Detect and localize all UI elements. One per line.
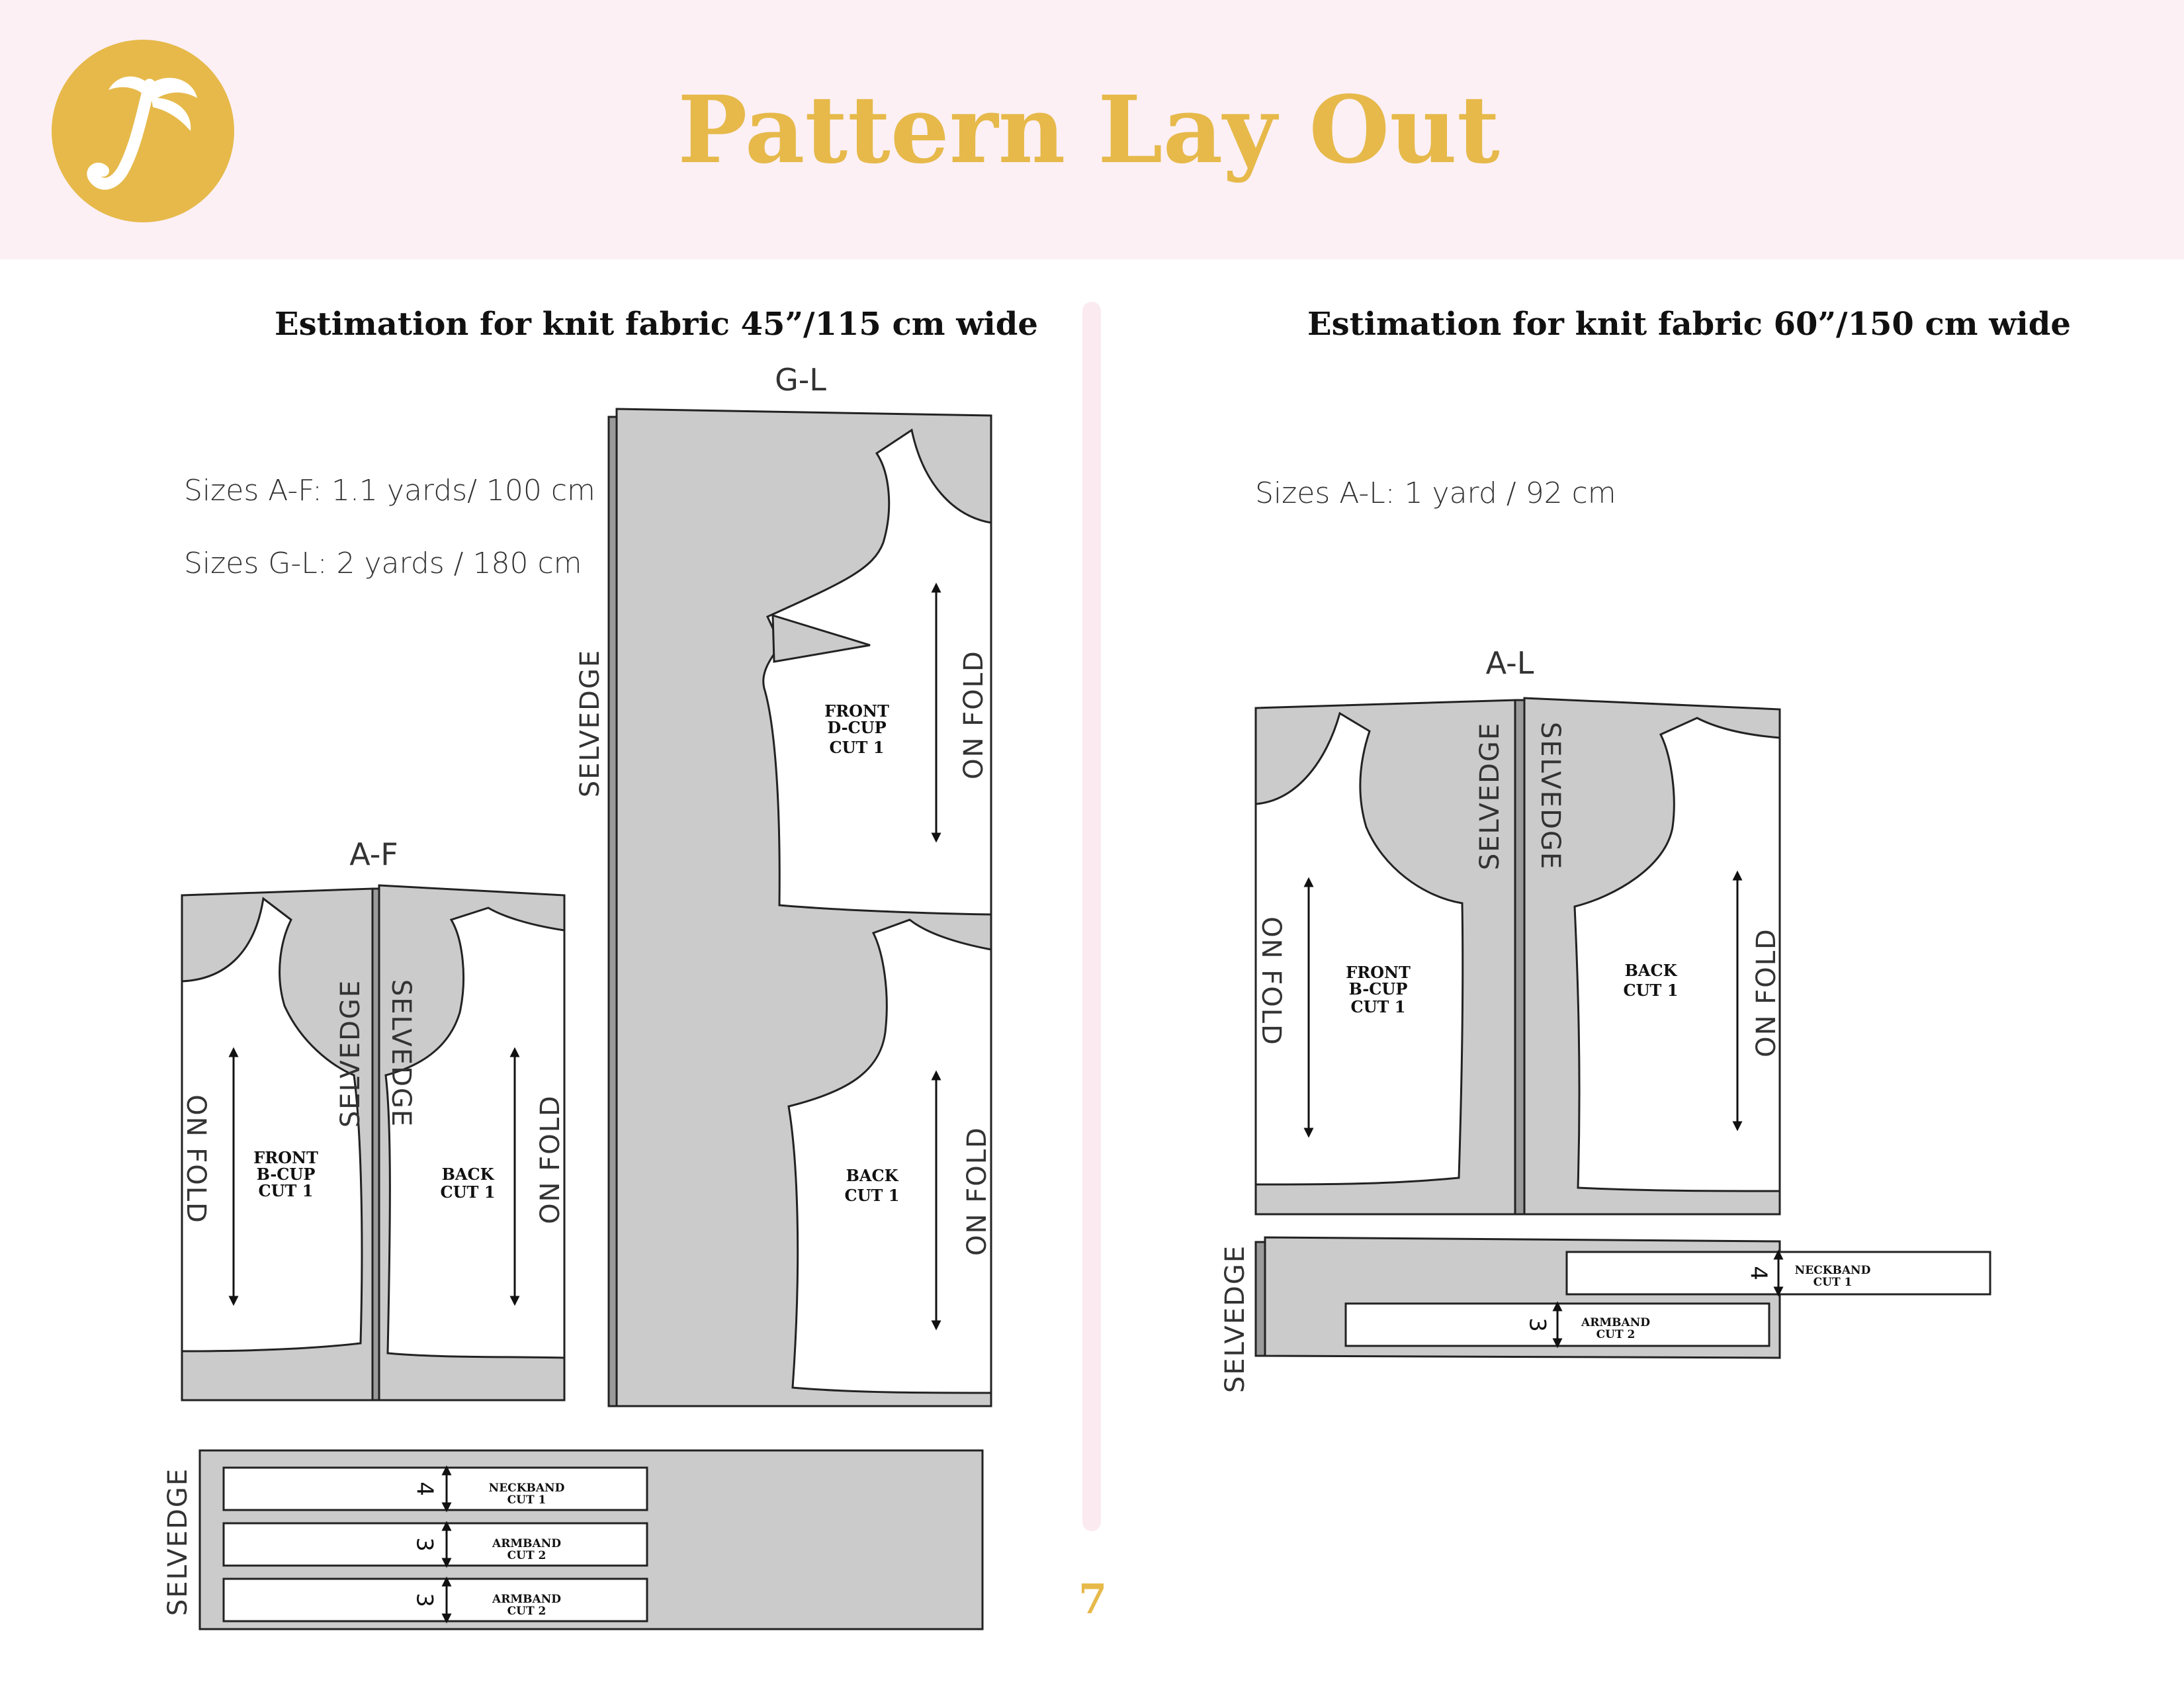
gl-layout — [575, 362, 992, 1406]
left-sizes-af: Sizes A-F: 1.1 yards/ 100 cm — [184, 474, 595, 508]
al-selvedge-left: SELVEDGE — [1475, 721, 1505, 871]
gl-back-label-2: CUT 1 — [844, 1186, 900, 1205]
right-neckband-label: NECKBAND — [1794, 1264, 1871, 1277]
right-heading: Estimation for knit fabric 60”/150 cm wide — [1307, 306, 2071, 343]
left-neckband-label: NECKBAND — [488, 1482, 565, 1495]
al-on-fold-right: ON FOLD — [1751, 928, 1782, 1057]
al-layout — [1256, 645, 1782, 1214]
af-front-label-3: CUT 1 — [258, 1181, 314, 1200]
af-front-label-2: B-CUP — [256, 1165, 316, 1184]
al-label: A-L — [1485, 645, 1534, 681]
left-neckband-num: 4 — [411, 1482, 438, 1496]
right-bands-selvedge: SELVEDGE — [1220, 1244, 1250, 1394]
af-on-fold-right: ON FOLD — [535, 1094, 566, 1224]
right-armband-cut: CUT 2 — [1596, 1328, 1636, 1341]
left-neckband-cut: CUT 1 — [507, 1493, 546, 1507]
left-armband-1-num: 3 — [411, 1537, 438, 1552]
gl-front-label-2: D-CUP — [827, 718, 887, 737]
al-back-label-2: CUT 1 — [1623, 981, 1679, 1000]
right-bands-fabric-edge — [1256, 1242, 1265, 1356]
right-neckband-cut: CUT 1 — [1813, 1276, 1853, 1289]
left-armband-2-label: ARMBAND — [492, 1593, 561, 1606]
al-front-label-1: FRONT — [1346, 963, 1411, 982]
al-front-label-3: CUT 1 — [1350, 997, 1406, 1016]
gl-selvedge: SELVEDGE — [575, 648, 605, 798]
right-neckband-num: 4 — [1745, 1266, 1772, 1280]
af-layout — [181, 836, 566, 1400]
gl-front-label-3: CUT 1 — [829, 738, 885, 757]
left-armband-1-label: ARMBAND — [492, 1537, 561, 1550]
gl-front-label-1: FRONT — [824, 701, 889, 721]
right-armband-num: 3 — [1524, 1317, 1551, 1332]
gl-fabric-edge — [609, 417, 617, 1406]
gl-on-fold-top: ON FOLD — [959, 650, 989, 779]
af-on-fold-left: ON FOLD — [181, 1094, 211, 1224]
al-fabric-edge — [1515, 700, 1524, 1214]
af-back-label-1: BACK — [441, 1165, 494, 1184]
left-sizes-gl: Sizes G-L: 2 yards / 180 cm — [184, 547, 582, 580]
page-title: Pattern Lay Out — [677, 76, 1500, 185]
al-on-fold-left: ON FOLD — [1256, 916, 1286, 1046]
af-front-label-1: FRONT — [253, 1148, 318, 1167]
af-selvedge-left: SELVEDGE — [335, 979, 366, 1128]
left-heading: Estimation for knit fabric 45”/115 cm wide — [275, 306, 1038, 343]
af-back-label-2: CUT 1 — [440, 1182, 496, 1202]
gl-back-label-1: BACK — [846, 1166, 898, 1185]
left-armband-2-cut: CUT 2 — [507, 1605, 546, 1618]
gl-label: G-L — [775, 362, 826, 398]
gl-on-fold-bottom: ON FOLD — [962, 1126, 992, 1256]
right-bands-layout — [1220, 1237, 1990, 1393]
left-bands-layout — [163, 1450, 983, 1629]
af-label: A-F — [349, 836, 398, 872]
page-number: 7 — [1078, 1575, 1108, 1623]
left-armband-2-num: 3 — [411, 1593, 438, 1607]
al-front-label-2: B-CUP — [1348, 979, 1408, 999]
al-selvedge-right: SELVEDGE — [1535, 721, 1565, 871]
right-sizes-al: Sizes A-L: 1 yard / 92 cm — [1255, 476, 1616, 510]
right-armband-label: ARMBAND — [1581, 1316, 1650, 1329]
left-armband-1-cut: CUT 2 — [507, 1549, 546, 1562]
al-back-label-1: BACK — [1624, 961, 1677, 980]
af-selvedge-right: SELVEDGE — [386, 979, 416, 1128]
left-bands-selvedge: SELVEDGE — [163, 1467, 193, 1617]
